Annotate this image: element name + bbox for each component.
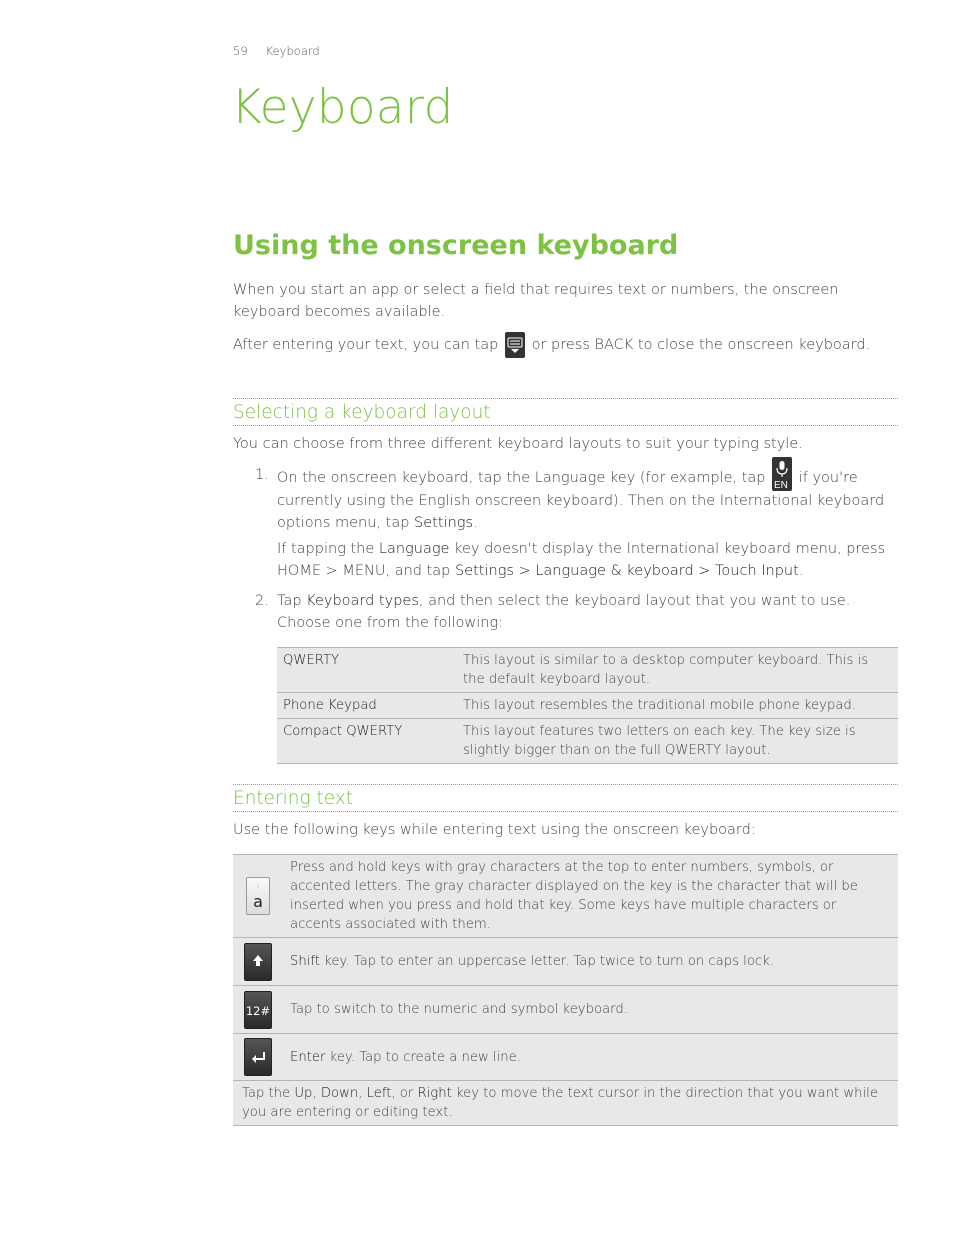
step-1-note — [255, 539, 898, 583]
layout-desc: This layout is similar to a desktop computer keyboard. This is the default keyboard layout. — [451, 648, 898, 693]
note-end: . — [798, 562, 804, 579]
entering-lead: Use the following keys while entering text using the onscreen keyboard: — [233, 822, 756, 838]
left-label: Left — [366, 1086, 392, 1101]
down-label: Down — [320, 1086, 359, 1101]
table-row — [233, 938, 898, 986]
intro-paragraph-1: When you start an app or select a field that requires text or numbers, the onscreen keyboard becomes available. — [233, 282, 839, 320]
table-row — [233, 1034, 898, 1081]
layout-lead: You can choose from three different keyboard layouts to suit your typing style. — [233, 436, 803, 452]
key-icon-cell — [233, 855, 283, 938]
keyboard-close-icon — [505, 332, 525, 358]
shift-label: Shift — [290, 954, 320, 969]
layout-name: Compact QWERTY — [277, 719, 451, 764]
table-row — [233, 855, 898, 938]
language-en-icon — [772, 457, 792, 491]
step-1-after: if you're currently using the English onscreen keyboard). Then on the International keyboard options menu, tap — [277, 470, 885, 531]
key-icon-cell — [233, 986, 283, 1034]
right-label: Right — [417, 1086, 452, 1101]
subsection-title-entering: Entering text — [233, 784, 898, 812]
numeric-key-label: 12# — [245, 1003, 271, 1018]
arrows-a: Tap the — [242, 1086, 291, 1101]
alt-key-bottom-char: a — [253, 892, 263, 911]
key-desc: Tap to switch to the numeric and symbol keyboard. — [283, 986, 898, 1034]
keyboard-types-label: Keyboard types — [306, 593, 419, 609]
step-2 — [255, 591, 898, 635]
subsection-title-layout: Selecting a keyboard layout — [233, 398, 898, 426]
step-1-note-text — [277, 539, 899, 582]
key-icon-cell — [233, 938, 283, 986]
arrow-keys-desc — [233, 1081, 898, 1126]
up-label: Up — [294, 1086, 313, 1101]
layout-desc: This layout features two letters on each key. The key size is slightly bigger than on the full QWERTY layout. — [451, 719, 898, 764]
keys-table — [233, 854, 898, 1126]
table-row — [233, 1081, 898, 1126]
svg-text:EN: EN — [774, 480, 789, 491]
step-1 — [255, 465, 898, 535]
layout-name: QWERTY — [277, 648, 451, 693]
page-header — [233, 44, 320, 58]
settings-label: Settings — [414, 514, 474, 531]
shift-key-icon — [244, 943, 272, 981]
arrows-sep: , or — [391, 1086, 414, 1101]
arrows-b: key to move the text cursor in the direction that you want while you are entering or editing text. — [242, 1086, 878, 1120]
layout-desc: This layout resembles the traditional mobile phone keypad. — [451, 693, 898, 719]
note-a: If tapping the — [277, 541, 375, 557]
note-b: key doesn't display the International keyboard menu, press HOME > MENU, and tap — [277, 541, 886, 579]
key-desc — [283, 938, 898, 986]
intro-p2-before: After entering your text, you can tap — [233, 337, 499, 353]
step-2-text — [277, 591, 899, 634]
enter-key-icon — [244, 1038, 272, 1076]
table-row — [277, 648, 898, 693]
alt-key-top-char: ! — [256, 883, 260, 893]
step-1-text — [277, 465, 899, 534]
step-number: 2. — [255, 593, 269, 609]
page-title: Keyboard — [231, 80, 454, 135]
header-section: Keyboard — [265, 44, 320, 58]
intro-paragraph-2 — [233, 332, 898, 358]
table-row — [277, 693, 898, 719]
enter-desc: key. Tap to create a new line. — [329, 1049, 521, 1065]
layouts-table — [277, 647, 898, 764]
settings-path: Settings > Language & keyboard > Touch Input — [454, 562, 799, 579]
table-row — [233, 986, 898, 1034]
step-2-a: Tap — [277, 593, 302, 609]
intro-p2-after: or press BACK to close the onscreen keyboard. — [531, 337, 871, 353]
shift-desc: key. Tap to enter an uppercase letter. Tap twice to turn on caps lock. — [324, 954, 774, 969]
language-label: Language — [378, 541, 450, 557]
key-desc: Press and hold keys with gray characters at the top to enter numbers, symbols, or accented letters. The gray character displayed on the key is the character that will be inserted when you press and hold that key. Some keys have multiple characters or accents associated with them. — [283, 855, 898, 938]
step-1-end: . — [473, 514, 478, 531]
page-number: 59 — [233, 44, 248, 58]
section-heading: Using the onscreen keyboard — [233, 230, 679, 261]
arrows-sep: , — [358, 1086, 363, 1101]
key-icon-cell — [233, 1034, 283, 1081]
step-1-before: On the onscreen keyboard, tap the Language key (for example, tap — [277, 470, 766, 486]
alt-char-key-icon — [246, 877, 270, 915]
key-desc — [283, 1034, 898, 1081]
layout-name: Phone Keypad — [277, 693, 451, 719]
table-row — [277, 719, 898, 764]
arrows-sep: , — [312, 1086, 317, 1101]
enter-label: Enter — [290, 1049, 326, 1065]
step-2-b: , and then select the keyboard layout that you want to use. Choose one from the following: — [277, 593, 851, 631]
numeric-key-icon — [244, 991, 272, 1029]
step-number: 1. — [255, 467, 269, 483]
